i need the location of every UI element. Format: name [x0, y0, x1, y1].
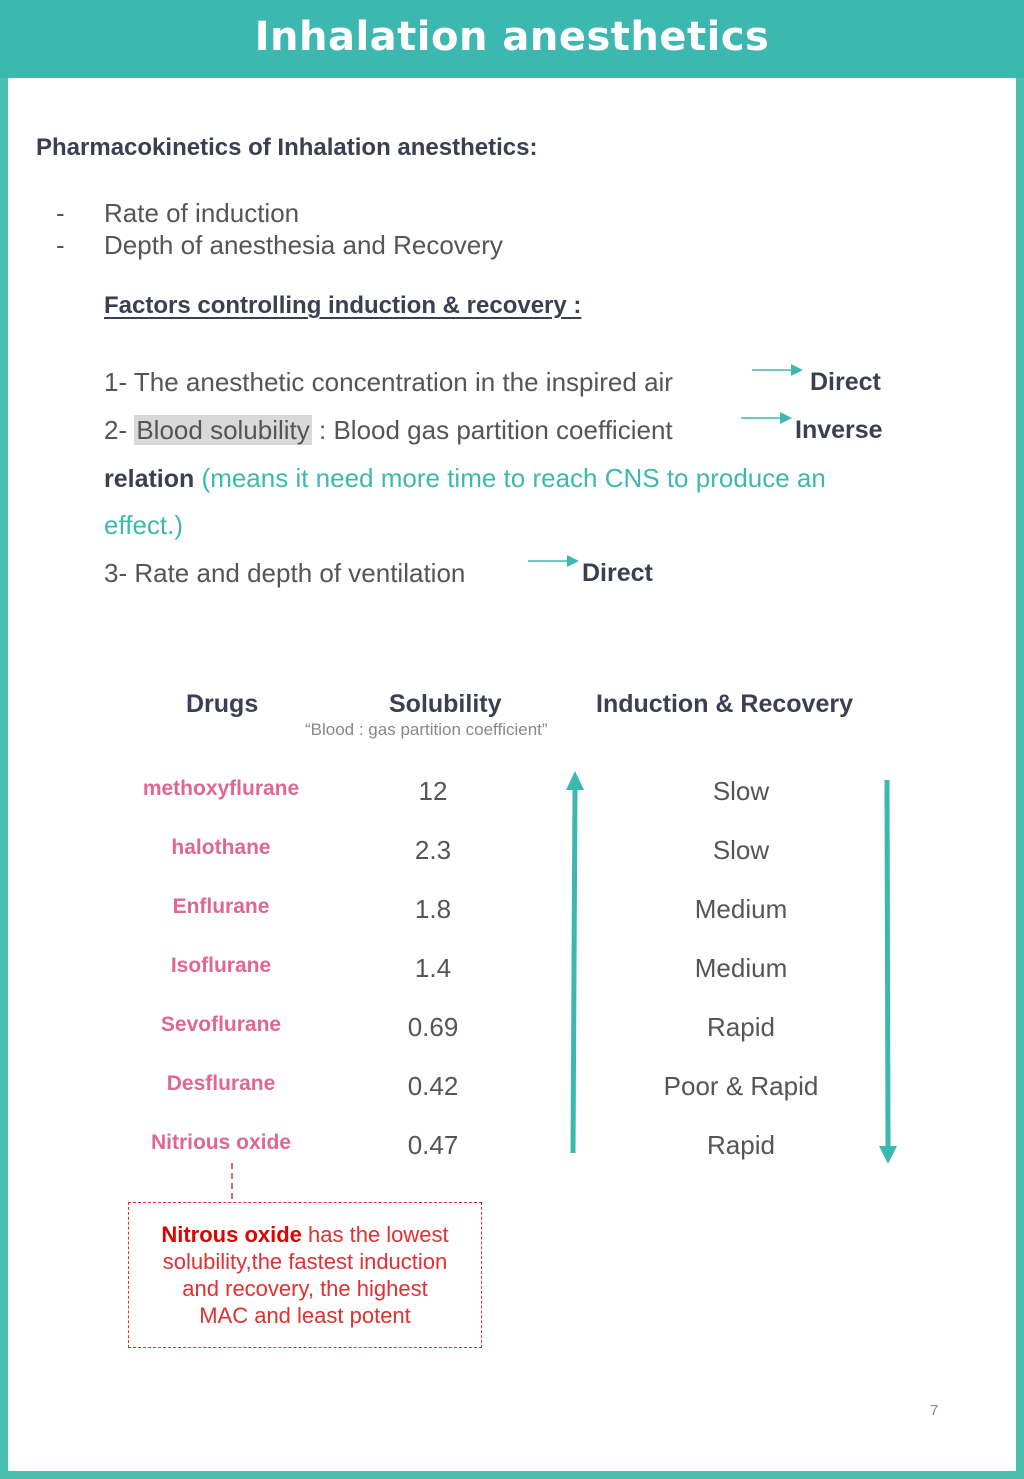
- drug-name: Enflurane: [172, 895, 270, 918]
- callout-bold: Nitrous oxide: [161, 1222, 302, 1247]
- induction-value: Medium: [694, 894, 788, 924]
- drug-name: methoxyflurane: [142, 777, 300, 800]
- factor-2-note: (means it need more time to reach CNS to produce an: [201, 463, 826, 493]
- factor-2-note-cont: effect.): [104, 510, 184, 540]
- induction-value: Medium: [694, 953, 788, 983]
- bullet-rate-of-induction: Rate of induction: [104, 198, 300, 228]
- drug-name: halothane: [171, 836, 271, 859]
- down-arrow-icon: [879, 780, 897, 1164]
- callout-line-3: and recovery, the highest: [182, 1276, 428, 1301]
- up-arrow-icon: [566, 771, 584, 1153]
- factor-3-text: 3- Rate and depth of ventilation: [104, 558, 466, 588]
- induction-value: Rapid: [707, 1130, 775, 1160]
- bullet-marker: -: [56, 198, 65, 228]
- drug-name: Nitrious oxide: [150, 1131, 292, 1154]
- callout-line-2: solubility,the fastest induction: [162, 1249, 448, 1274]
- induction-value: Poor & Rapid: [663, 1071, 819, 1101]
- solubility-value: 1.8: [414, 894, 452, 924]
- factor-2-relation-cont: relation: [104, 465, 195, 493]
- header-induction-recovery: Induction & Recovery: [596, 690, 853, 718]
- solubility-value: 0.69: [407, 1012, 459, 1042]
- induction-value: Rapid: [707, 1012, 775, 1042]
- callout-text: has the lowest: [301, 1222, 449, 1247]
- header-solubility: Solubility: [389, 690, 502, 718]
- factors-heading: Factors controlling induction & recovery :: [104, 292, 582, 319]
- solubility-value: 0.42: [407, 1071, 459, 1101]
- induction-value: Slow: [712, 776, 770, 806]
- drug-name: Sevoflurane: [160, 1013, 282, 1036]
- blood-solubility-highlight: Blood solubility: [136, 415, 310, 445]
- solubility-value: 1.4: [414, 953, 452, 983]
- callout-line-1: [129, 1221, 481, 1248]
- solubility-value: 2.3: [414, 835, 452, 865]
- header-solubility-subtitle: “Blood : gas partition coefficient”: [305, 720, 548, 739]
- factor-1-text: 1- The anesthetic concentration in the inspired air: [104, 367, 673, 397]
- factor-3-relation: Direct: [582, 559, 653, 587]
- solubility-value: 12: [418, 776, 448, 806]
- induction-value: Slow: [712, 835, 770, 865]
- nitrous-oxide-callout: [128, 1202, 482, 1348]
- header-drugs: Drugs: [186, 690, 259, 718]
- bullet-marker: -: [56, 230, 65, 260]
- drug-name: Desflurane: [166, 1072, 276, 1095]
- bullet-depth-recovery: Depth of anesthesia and Recovery: [104, 230, 503, 260]
- callout-line-4: MAC and least potent: [199, 1303, 411, 1328]
- factor-1-relation: Direct: [810, 368, 881, 396]
- factor-2-relation: Inverse: [795, 416, 883, 444]
- page-title: Inhalation anesthetics: [254, 14, 770, 60]
- solubility-value: 0.47: [407, 1130, 459, 1160]
- factor-2-rest: : Blood gas partition coefficient: [311, 415, 673, 445]
- drug-name: Isoflurane: [170, 954, 272, 977]
- section-heading: Pharmacokinetics of Inhalation anesthetics:: [36, 134, 538, 161]
- page-number: 7: [930, 1402, 939, 1419]
- factor-2-prefix: 2-: [104, 415, 135, 445]
